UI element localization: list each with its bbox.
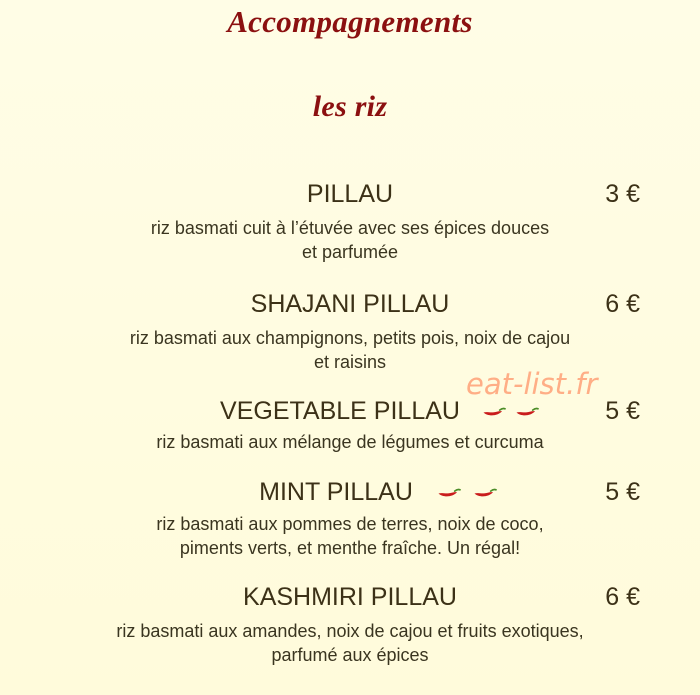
description-line: piments verts, et menthe fraîche. Un régal!: [179, 538, 521, 558]
description-line: riz basmati aux mélange de légumes et curcuma: [156, 432, 544, 452]
red-chili-pepper-icon: [473, 485, 497, 499]
dish-description: [80, 512, 620, 560]
watermark-logo: eat-list.fr: [466, 367, 598, 401]
dish-description: [80, 216, 620, 264]
description-line: parfumé aux épices: [271, 645, 429, 665]
menu-item-header: [0, 582, 700, 614]
description-line: riz basmati cuit à l’étuvée avec ses épices douces: [150, 218, 550, 238]
description-line: riz basmati aux pommes de terres, noix de coco,: [156, 514, 544, 534]
section-subtitle: les riz: [312, 90, 388, 123]
description-line: riz basmati aux amandes, noix de cajou et fruits exotiques,: [116, 621, 584, 641]
dish-name: SHAJANI PILLAU: [250, 290, 450, 318]
dish-price: 3 €: [605, 180, 640, 208]
description-line: et parfumée: [301, 242, 399, 262]
dish-description: [80, 619, 620, 667]
description-line: et raisins: [313, 352, 387, 372]
menu-item-header: [0, 179, 700, 211]
menu-item-header: [0, 289, 700, 321]
dish-name: MINT PILLAU: [259, 478, 413, 506]
dish-price: 6 €: [605, 583, 640, 611]
spicy-rating: [437, 485, 495, 499]
dish-description: [80, 430, 620, 454]
dish-price: 5 €: [605, 478, 640, 506]
menu-item-header: [0, 477, 700, 509]
dish-name: KASHMIRI PILLAU: [243, 583, 457, 611]
page-title: Accompagnements: [227, 4, 473, 39]
red-chili-pepper-icon: [437, 485, 461, 499]
spicy-rating: [482, 404, 540, 418]
dish-price: 6 €: [605, 290, 640, 318]
red-chili-pepper-icon: [482, 404, 506, 418]
dish-name: VEGETABLE PILLAU: [220, 397, 460, 425]
dish-price: 5 €: [605, 397, 640, 425]
dish-name: PILLAU: [306, 180, 394, 208]
red-chili-pepper-icon: [515, 404, 539, 418]
description-line: riz basmati aux champignons, petits pois, noix de cajou: [129, 328, 571, 348]
